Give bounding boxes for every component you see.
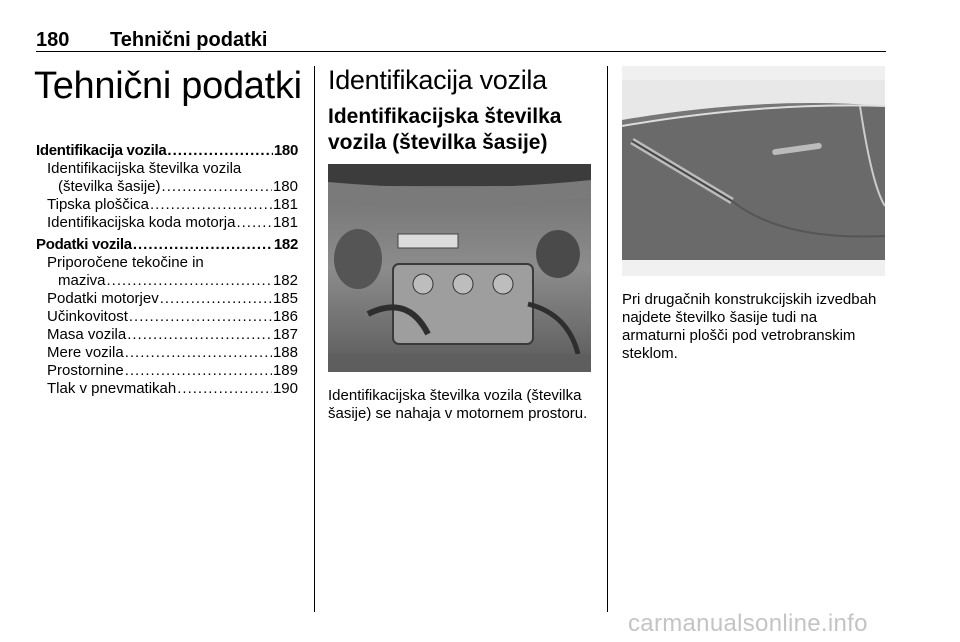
toc-item-page: 181 <box>272 196 298 213</box>
toc-item-label-line1: Identifikacijska številka vozila <box>47 160 242 177</box>
toc-item-label-line2: maziva <box>58 272 106 289</box>
toc-leader-dots <box>177 380 272 398</box>
toc-section-label: Identifikacija vozila <box>36 142 167 159</box>
toc-leader-dots <box>107 272 272 290</box>
toc-item-engine-data[interactable] <box>36 290 298 308</box>
page-number: 180 <box>36 29 70 51</box>
toc-item-vehicle-weight[interactable] <box>36 326 298 344</box>
toc-leader-dots <box>167 142 272 160</box>
toc-section-page: 180 <box>273 142 298 159</box>
vin-location-text: Identifikacijska številka vozila (številka šasije) se nahaja v motornem prostoru. <box>328 387 588 422</box>
section-title: Identifikacija vozila <box>328 65 547 95</box>
toc-section-vehicle-identification[interactable] <box>36 142 298 160</box>
toc-section-vehicle-data[interactable] <box>36 236 298 254</box>
toc-item-label: Tlak v pnevmatikah <box>47 380 177 397</box>
toc-item-label-line1: Priporočene tekočine in <box>47 254 204 271</box>
toc-item-page: 182 <box>272 272 298 289</box>
toc-item-tyre-pressure[interactable] <box>36 380 298 398</box>
toc-leader-dots <box>127 326 272 344</box>
toc-item-label: Tipska ploščica <box>47 196 149 213</box>
toc-leader-dots <box>125 344 272 362</box>
engine-bay-photo <box>328 164 591 372</box>
column-divider-1 <box>314 66 315 612</box>
subsection-title: Identifikacijska številka vozila (številka šasije) <box>328 105 562 154</box>
column-divider-2 <box>607 66 608 612</box>
toc-item-page: 180 <box>272 178 298 195</box>
toc-item-label: Prostornine <box>47 362 124 379</box>
toc-item-label: Mere vozila <box>47 344 124 361</box>
toc-item-vehicle-dimensions[interactable] <box>36 344 298 362</box>
toc-item-page: 190 <box>272 380 298 397</box>
table-of-contents <box>36 142 298 398</box>
toc-item-page: 187 <box>272 326 298 343</box>
toc-leader-dots <box>125 362 272 380</box>
watermark: carmanualsonline.info <box>628 610 868 637</box>
toc-item-label: Masa vozila <box>47 326 127 343</box>
toc-item-performance[interactable] <box>36 308 298 326</box>
toc-item-label: Podatki motorjev <box>47 290 159 307</box>
toc-leader-dots <box>236 214 272 232</box>
toc-item-label-line2: (številka šasije) <box>58 178 161 195</box>
toc-leader-dots <box>162 178 272 196</box>
toc-section-page: 182 <box>273 236 298 253</box>
toc-item-label: Identifikacijska koda motorja <box>47 214 236 231</box>
toc-item-fluids[interactable] <box>36 254 298 290</box>
toc-item-page: 189 <box>272 362 298 379</box>
toc-item-type-plate[interactable] <box>36 196 298 214</box>
toc-item-vin[interactable] <box>36 160 298 196</box>
toc-leader-dots <box>150 196 272 214</box>
toc-item-capacities[interactable] <box>36 362 298 380</box>
dashboard-vin-text: Pri drugačnih konstrukcijskih izvedbah najdete številko šasije tudi na armaturni plošči pod vetrobranskim steklom. <box>622 291 877 362</box>
toc-leader-dots <box>129 308 272 326</box>
toc-leader-dots <box>160 290 272 308</box>
windscreen-vin-photo <box>622 66 885 276</box>
chapter-title: Tehnični podatki <box>34 65 302 107</box>
toc-item-page: 188 <box>272 344 298 361</box>
toc-leader-dots <box>133 236 273 254</box>
header-rule <box>36 51 886 52</box>
running-header-title: Tehnični podatki <box>110 29 268 51</box>
toc-item-label: Učinkovitost <box>47 308 128 325</box>
toc-section-label: Podatki vozila <box>36 236 132 253</box>
toc-item-page: 186 <box>272 308 298 325</box>
toc-item-engine-code[interactable] <box>36 214 298 232</box>
toc-item-page: 185 <box>272 290 298 307</box>
toc-item-page: 181 <box>272 214 298 231</box>
